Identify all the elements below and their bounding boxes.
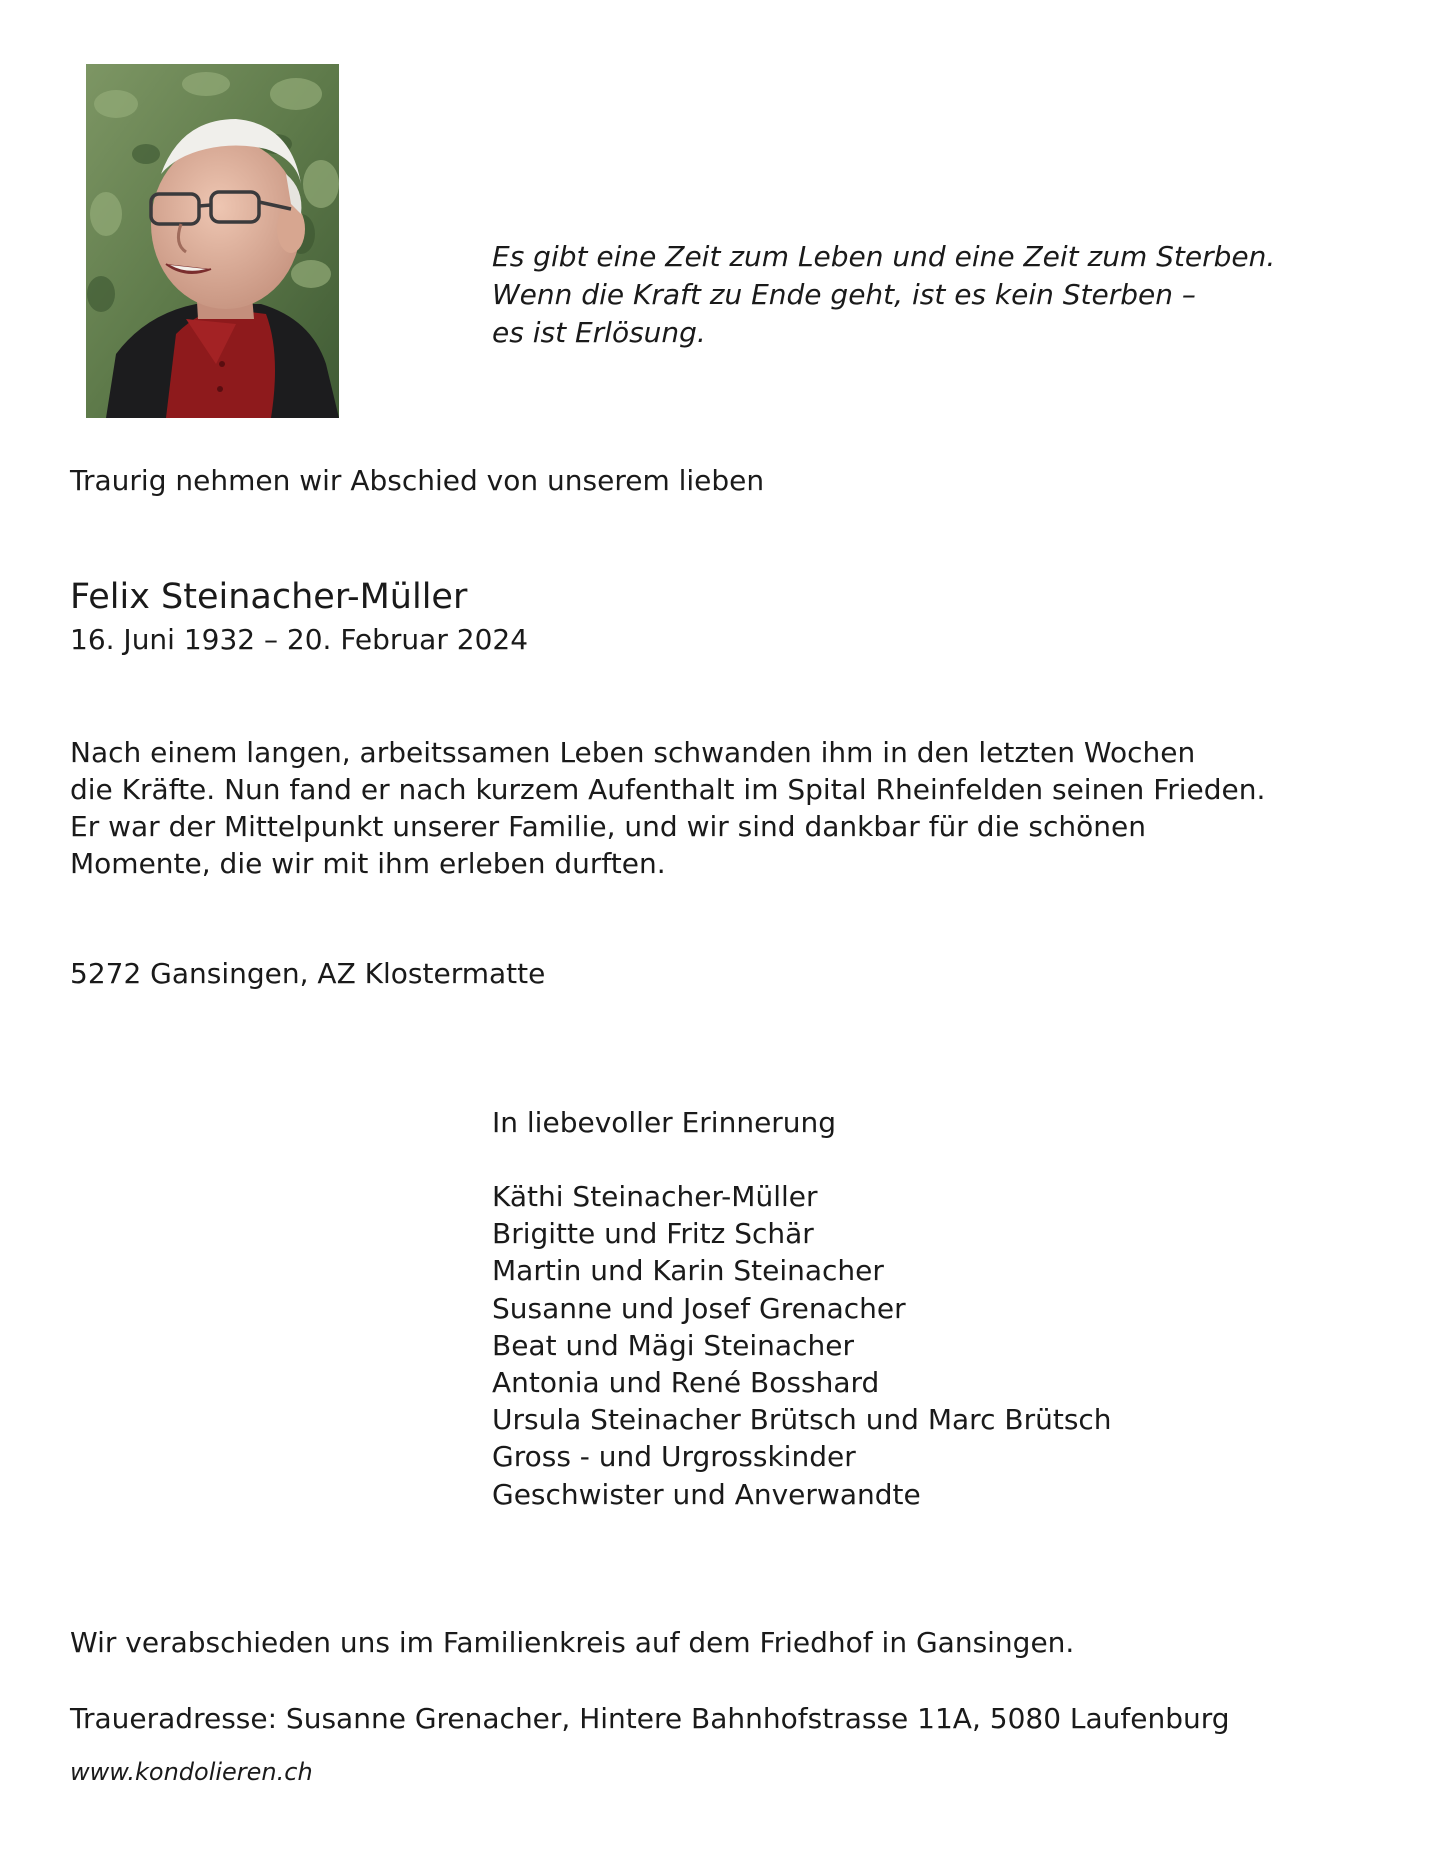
body-line: Momente, die wir mit ihm erleben durften. xyxy=(70,847,666,880)
quote-line: Wenn die Kraft zu Ende geht, ist es kein Sterben – xyxy=(492,278,1196,311)
deceased-dates: 16. Juni 1932 – 20. Februar 2024 xyxy=(70,623,529,656)
quote-line: Es gibt eine Zeit zum Leben und eine Zeit zum Sterben. xyxy=(492,240,1276,273)
memory-heading: In liebevoller Erinnerung xyxy=(492,1106,837,1139)
farewell-text: Wir verabschieden uns im Familienkreis auf dem Friedhof in Gansingen. xyxy=(70,1626,1075,1659)
body-line: Nach einem langen, arbeitssamen Leben schwanden ihm in den letzten Wochen xyxy=(70,736,1196,769)
family-member: Ursula Steinacher Brütsch und Marc Brütsch xyxy=(492,1403,1112,1437)
website-link[interactable]: www.kondolieren.ch xyxy=(70,1758,313,1786)
family-list xyxy=(492,1178,1112,1513)
family-member: Susanne und Josef Grenacher xyxy=(492,1291,906,1325)
place-text: 5272 Gansingen, AZ Klostermatte xyxy=(70,957,546,990)
quote xyxy=(492,238,1275,352)
family-member: Käthi Steinacher-Müller xyxy=(492,1180,818,1213)
family-member: Geschwister und Anverwandte xyxy=(492,1477,921,1511)
quote-line: es ist Erlösung. xyxy=(492,316,706,349)
body-line: die Kräfte. Nun fand er nach kurzem Aufenthalt im Spital Rheinfelden seinen Frieden. xyxy=(70,773,1266,806)
body-paragraph xyxy=(70,734,1265,882)
family-member: Gross - und Urgrosskinder xyxy=(492,1440,856,1474)
family-member: Brigitte und Fritz Schär xyxy=(492,1217,814,1251)
family-member: Antonia und René Bosshard xyxy=(492,1366,880,1400)
family-member: Beat und Mägi Steinacher xyxy=(492,1328,854,1362)
family-member: Martin und Karin Steinacher xyxy=(492,1254,884,1288)
mourning-address: Traueradresse: Susanne Grenacher, Hintere Bahnhofstrasse 11A, 5080 Laufenburg xyxy=(70,1702,1230,1735)
portrait-photo-icon xyxy=(86,64,339,418)
intro-text: Traurig nehmen wir Abschied von unserem lieben xyxy=(70,464,765,497)
portrait-photo xyxy=(86,64,339,418)
deceased-name: Felix Steinacher-Müller xyxy=(70,577,468,617)
body-line: Er war der Mittelpunkt unserer Familie, und wir sind dankbar für die schönen xyxy=(70,810,1146,843)
